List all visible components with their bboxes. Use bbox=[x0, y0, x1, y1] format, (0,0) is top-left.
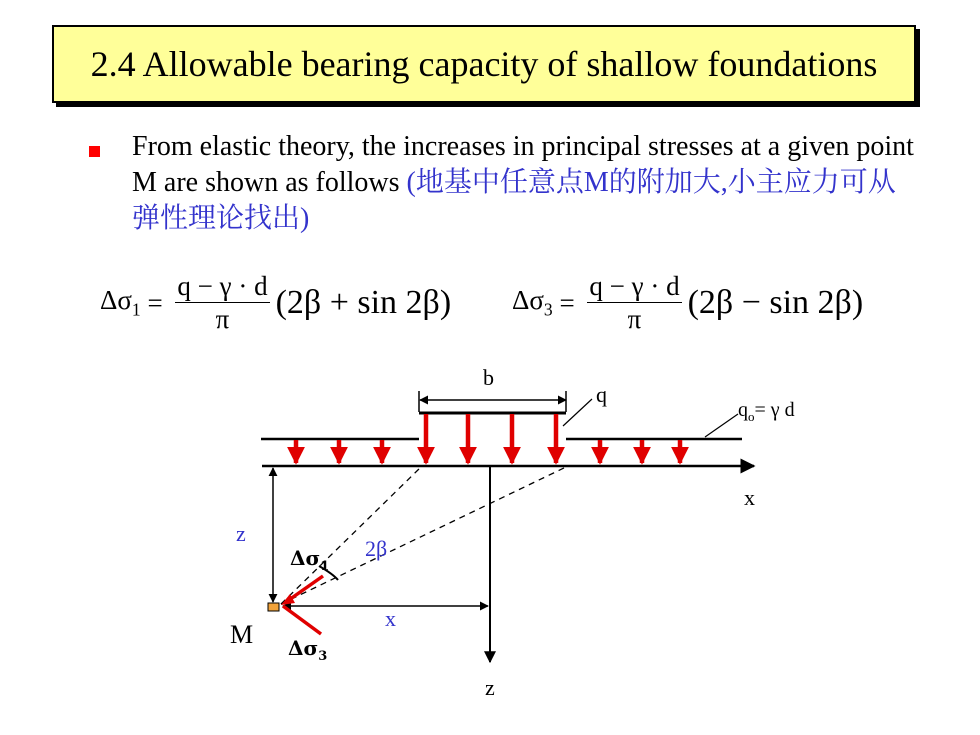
label-z-axis: z bbox=[485, 675, 495, 700]
surcharge-load-arrows bbox=[296, 440, 680, 463]
label-q0: $q_o= \gamma$ d bbox=[738, 399, 795, 424]
label-z-dimension: z bbox=[236, 521, 246, 546]
eq2-equals: = bbox=[552, 287, 582, 318]
paragraph-text-cn: (地基中任意点M的附加大,小主应力可从弹性理论找出) bbox=[132, 167, 896, 234]
label-delta-sigma-1: $\Delta\sigma_1$ bbox=[290, 546, 330, 574]
delta-sigma-3-arrow bbox=[283, 606, 321, 634]
ray-left-edge bbox=[281, 467, 421, 604]
label-x-dimension: x bbox=[385, 606, 396, 631]
eq1-denominator: π bbox=[215, 304, 230, 334]
footing-load-arrows bbox=[426, 414, 556, 463]
q-leader bbox=[563, 399, 592, 426]
slide-title: 2.4 Allowable bearing capacity of shallow foundations bbox=[90, 44, 878, 84]
label-angle-2beta: 2β bbox=[365, 536, 388, 561]
label-point-m: M bbox=[230, 620, 254, 649]
ray-right-edge bbox=[281, 467, 566, 604]
eq2-numerator: q − γ · d bbox=[589, 271, 680, 301]
label-q: q bbox=[596, 382, 607, 407]
eq2-lhs: $\Delta\sigma_3$ bbox=[512, 285, 553, 320]
eq1-lhs: $\Delta\sigma_1$ bbox=[100, 285, 141, 320]
eq1-bracket: (2β + sin 2β) bbox=[275, 284, 452, 321]
point-m-element bbox=[268, 603, 279, 611]
eq1-equals: = bbox=[140, 287, 170, 318]
label-x-axis: x bbox=[744, 485, 755, 510]
paragraph-text-en: From elastic theory, the increases in principal stresses at a given point M are shown as follows bbox=[132, 131, 914, 198]
eq1-numerator: q − γ · d bbox=[177, 271, 268, 301]
label-b: b bbox=[483, 365, 494, 390]
label-delta-sigma-3: $\Delta\sigma_3$ bbox=[288, 636, 328, 664]
q0-leader bbox=[705, 414, 738, 437]
eq2-denominator: π bbox=[627, 304, 642, 334]
eq2-bracket: (2β − sin 2β) bbox=[687, 284, 864, 321]
